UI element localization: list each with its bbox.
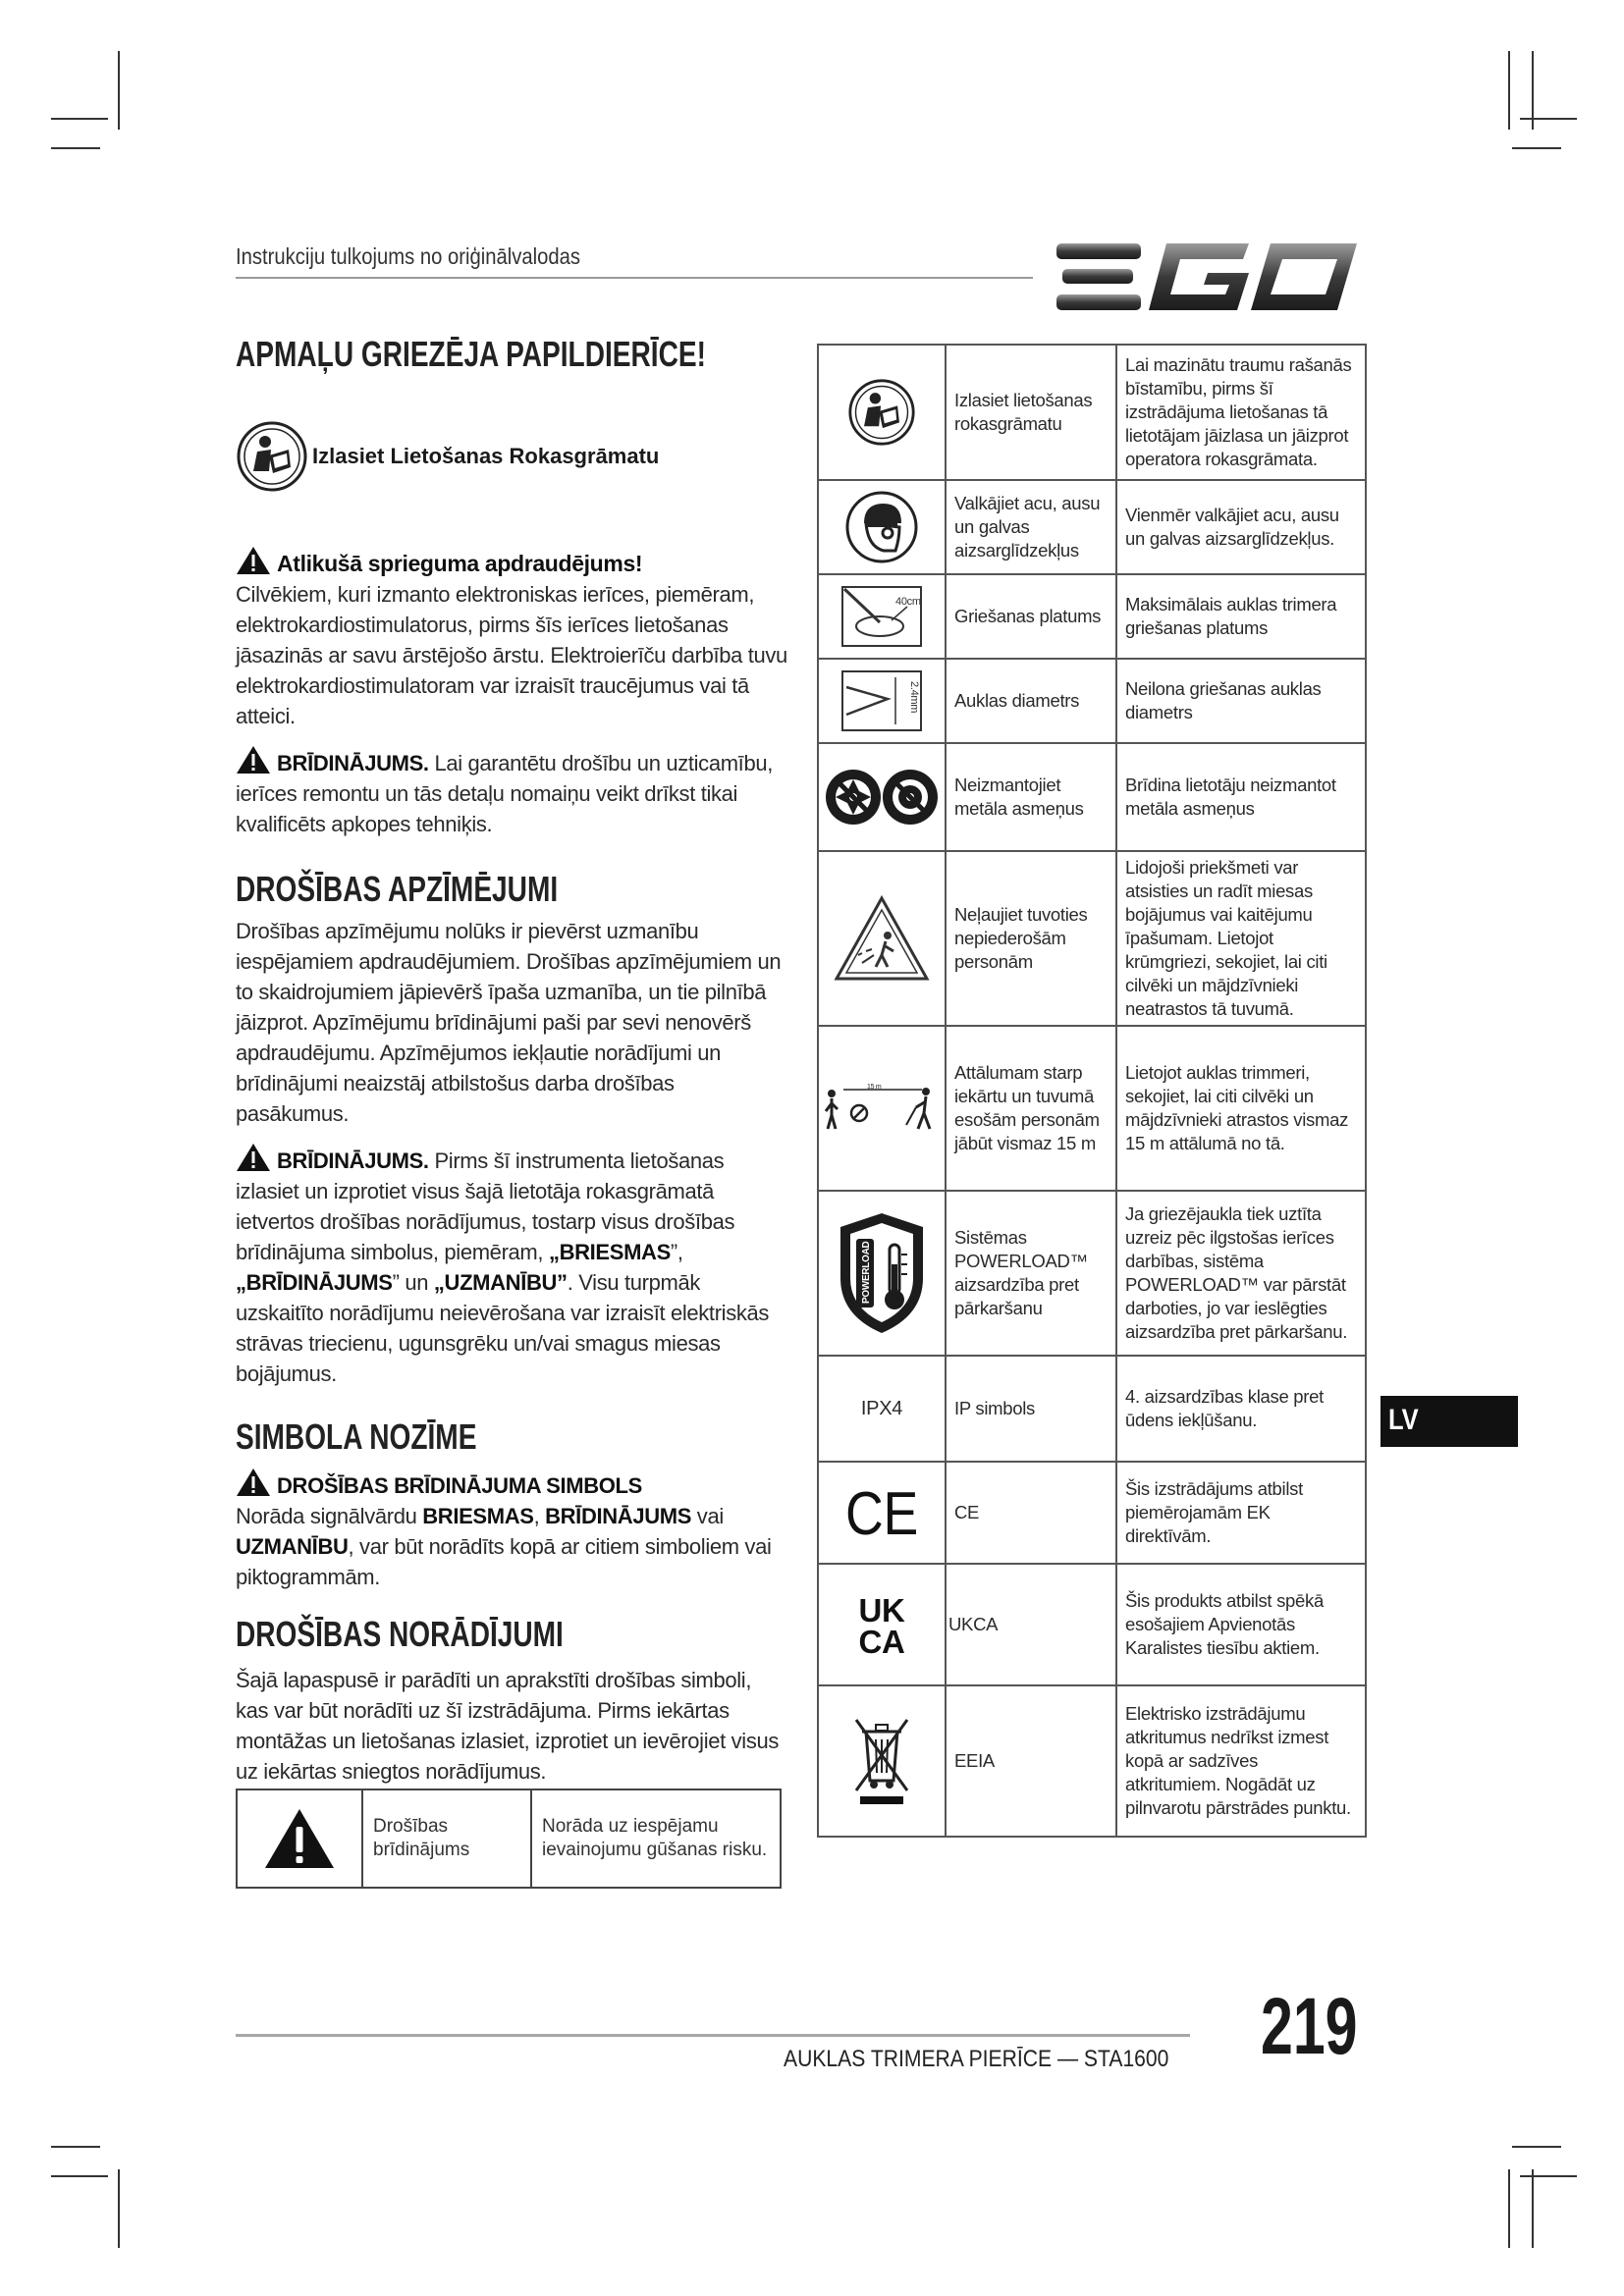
warning-label: BRĪDINĀJUMS.: [277, 751, 429, 775]
language-tab: [1380, 1396, 1518, 1447]
protective-gear-icon: [844, 490, 919, 564]
mini-table-name: Drošības brīdinājums: [362, 1789, 531, 1888]
symbol-description: Maksimālais auklas trimera griešanas platums: [1116, 574, 1366, 659]
alert-symbol-text: Norāda signālvārdu: [236, 1504, 423, 1528]
crop-mark: [1512, 147, 1561, 149]
warning-triangle-icon: [236, 745, 271, 774]
crop-mark: [118, 2169, 120, 2248]
signal-word-danger: BRIESMAS: [422, 1504, 534, 1528]
ego-logo: [1056, 241, 1363, 312]
section-title-safety-marks: DROŠĪBAS APZĪMĒJUMI: [236, 869, 559, 909]
crop-mark: [1520, 2175, 1577, 2177]
warning-triangle-icon: [236, 546, 271, 575]
symbol-name: CE: [946, 1462, 1116, 1564]
symbol-description: Šis produkts atbilst spēkā esošajiem Apvienotās Karalistes tiesību aktiem.: [1116, 1564, 1366, 1685]
icon-cell: [818, 480, 946, 574]
alert-symbol-text: , var būt norādīts kopā ar citiem simboliem vai piktogrammām.: [236, 1534, 772, 1589]
alert-symbol-block: [236, 1468, 787, 1592]
no-metal-blades-icon: [824, 766, 940, 828]
residual-voltage-block: [236, 546, 787, 731]
symbol-name: UKCA: [946, 1564, 1116, 1685]
text-separator: ” un: [392, 1270, 434, 1295]
symbol-name: Attālumam starp iekārtu un tuvumā esošām personām jābūt vismaz 15 m: [946, 1026, 1116, 1191]
header-subtitle: Instrukciju tulkojums no oriģinālvalodas: [236, 243, 581, 269]
page-number: 219: [1261, 1982, 1358, 2071]
symbol-description: Ja griezējaukla tiek uztīta uzreiz pēc ilgstošas ierīces darbības, sistēma POWERLOAD™ var pārstāt darboties, jo var ieslēgties aizsardzība pret pārkaršanu.: [1116, 1191, 1366, 1356]
symbol-description: 4. aizsardzības klase pret ūdens iekļūšanu.: [1116, 1356, 1366, 1462]
safety-marks-text: Drošības apzīmējumu nolūks ir pievērst uzmanību iespējamiem apdraudējumiem. Drošības apzīmējumiem un to skaidrojumiem jāpievērš īpaša uzmanība, un tie pilnībā jāizprot. Apzīmējumu brīdinājumi paši par sevi nenovērš apdraudējumu. Apzīmējumos iekļautie norādījumi un brīdinājumi neaizstāj atbilstošus darba drošības pasākumus.: [236, 919, 782, 1126]
symbol-name: Neļaujiet tuvoties nepiederošām personām: [946, 851, 1116, 1026]
read-manual-label: Izlasiet Lietošanas Rokasgrāmatu: [312, 444, 660, 468]
crop-mark: [51, 2175, 108, 2177]
symbol-description: Elektrisko izstrādājumu atkritumus nedrīkst izmest kopā ar sadzīves atkritumiem. Nogādāt uz pilnvarotu pārstrādes punktu.: [1116, 1685, 1366, 1837]
crop-mark: [1532, 2169, 1534, 2248]
symbol-name: Auklas diametrs: [946, 659, 1116, 743]
residual-voltage-title: Atlikušā sprieguma apdraudējums!: [277, 551, 643, 576]
text-separator: ,: [533, 1504, 546, 1528]
instructions-text: Šajā lapaspusē ir parādīti un aprakstīti drošības simboli, kas var būt norādīti uz šī izstrādājuma. Pirms iekārtas montāžas un lietošanas izlasiet, izprotiet un ievērojiet visus uz iekārtas sniegtos norādījumus.: [236, 1668, 780, 1784]
icon-cell: [818, 659, 946, 743]
read-manual-row: [236, 412, 787, 501]
left-column: [236, 334, 787, 1787]
icon-cell: [818, 1191, 946, 1356]
section-title-instructions: DROŠĪBAS NORĀDĪJUMI: [236, 1614, 564, 1654]
symbol-description: Lietojot auklas trimmeri, sekojiet, lai citi cilvēki un mājdzīvnieki atrastos vismaz 15 m attālumā no tā.: [1116, 1026, 1366, 1191]
warning-block-read-manual: [236, 1143, 787, 1389]
crop-mark: [1508, 2169, 1510, 2248]
table-row: [818, 1564, 1366, 1685]
table-row: [818, 743, 1366, 851]
table-row: [818, 480, 1366, 574]
ce-icon: [841, 1485, 922, 1540]
section-title-accessory: APMAĻU GRIEZĒJA PAPILDIERĪCE!: [236, 334, 706, 374]
warning-text: Pirms šī instrumenta lietošanas izlasiet un izprotiet visus šajā lietotāja rokasgrāmatā ietvertos drošības norādījumus, tostarp visus drošības brīdinājuma simbolus, piemēram,: [236, 1148, 735, 1264]
table-row: [818, 851, 1366, 1026]
symbol-description: Brīdina lietotāju neizmantot metāla asmeņus: [1116, 743, 1366, 851]
table-row: [818, 574, 1366, 659]
icon-cell: [818, 574, 946, 659]
text-separator: vai: [691, 1504, 724, 1528]
svg-text:EGO: EGO: [1056, 241, 1059, 242]
icon-cell: [818, 345, 946, 480]
icon-cell: [818, 1685, 946, 1837]
svg-text:CA: CA: [858, 1624, 905, 1657]
symbol-name: IP simbols: [946, 1356, 1116, 1462]
signal-word-caution: UZMANĪBU: [236, 1534, 349, 1559]
safety-alert-table: [236, 1789, 782, 1889]
svg-text:UK: UK: [858, 1592, 905, 1629]
residual-voltage-text: Cilvēkiem, kuri izmanto elektroniskas ierīces, piemēram, elektrokardiostimulatorus, pirms šīs ierīces lietošanas jāsazinās ar savu ārstējošo ārstu. Elektroierīču darbība tuvu elektrokardiostimulatoram var izraisīt traucējumus vai tā atteici.: [236, 582, 787, 728]
icon-cell: [818, 1462, 946, 1564]
warning-triangle-icon: [263, 1807, 336, 1870]
distance-icon: [822, 1084, 942, 1133]
table-row: [818, 1191, 1366, 1356]
signal-word-warning: „BRĪDINĀJUMS: [236, 1270, 393, 1295]
icon-cell: [818, 743, 946, 851]
footer-rule: [236, 2034, 1190, 2037]
crop-mark: [118, 51, 120, 130]
warning-triangle-icon: [236, 1143, 271, 1172]
table-row: [818, 1462, 1366, 1564]
symbol-table: [817, 344, 1367, 1838]
symbol-description: Šis izstrādājums atbilst piemērojamām EK direktīvām.: [1116, 1462, 1366, 1564]
warning-text: . Visu turpmāk uzskaitīto norādījumu neievērošana var izraisīt elektriskās strāvas triecienu, ugunsgrēku un/vai smagus miesas bojājumus.: [236, 1270, 770, 1386]
line-diameter-icon: [840, 669, 923, 732]
table-row: [818, 1026, 1366, 1191]
weee-bin-icon: [852, 1716, 911, 1806]
language-tab-label: LV: [1388, 1404, 1419, 1436]
symbol-description: Vienmēr valkājiet acu, ausu un galvas aizsarglīdzekļus.: [1116, 480, 1366, 574]
powerload-icon: [835, 1209, 929, 1337]
svg-text:40cm: 40cm: [895, 596, 921, 608]
mini-table-desc: Norāda uz iespējamu ievainojumu gūšanas risku.: [531, 1789, 781, 1888]
symbol-name: Izlasiet lietošanas rokasgrāmatu: [946, 345, 1116, 480]
thrown-objects-icon: [833, 894, 931, 983]
ipx4-icon: IPX4: [818, 1356, 946, 1462]
crop-mark: [51, 147, 100, 149]
table-row: [818, 345, 1366, 480]
svg-text:POWERLOAD: POWERLOAD: [861, 1241, 872, 1304]
icon-cell: [818, 1026, 946, 1191]
section-title-symbol-meaning: SIMBOLA NOZĪME: [236, 1416, 477, 1457]
symbol-name: EEIA: [946, 1685, 1116, 1837]
mini-table-icon-cell: [237, 1789, 362, 1888]
symbol-description: Neilona griešanas auklas diametrs: [1116, 659, 1366, 743]
text-separator: ”,: [670, 1240, 683, 1264]
crop-mark: [1512, 2146, 1561, 2148]
symbol-name: Neizmantojiet metāla asmeņus: [946, 743, 1116, 851]
cutting-width-icon: [840, 585, 923, 648]
signal-word-warning: BRĪDINĀJUMS: [545, 1504, 692, 1528]
crop-mark: [51, 118, 108, 120]
symbol-name: Valkājiet acu, ausu un galvas aizsarglīdzekļus: [946, 480, 1116, 574]
warning-text: Lai garantētu drošību un uzticamību, ierīces remontu un tās detaļu nomaiņu veikt drīkst tikai kvalificēts apkopes tehniķis.: [236, 751, 773, 836]
crop-mark: [1508, 51, 1510, 130]
symbol-name: Griešanas platums: [946, 574, 1116, 659]
crop-mark: [1520, 118, 1577, 120]
alert-symbol-title: DROŠĪBAS BRĪDINĀJUMA SIMBOLS: [277, 1473, 642, 1498]
warning-triangle-icon: [236, 1468, 271, 1497]
ukca-icon: [850, 1592, 913, 1657]
symbol-description: Lai mazinātu traumu rašanās bīstamību, pirms šī izstrādājuma lietošanas tā lietotājam jāizlasa un jāizprot operatora rokasgrāmata.: [1116, 345, 1366, 480]
table-row: [818, 1356, 1366, 1462]
symbol-description: Lidojoši priekšmeti var atsisties un radīt miesas bojājumus vai kaitējumu īpašumam. Lietojot krūmgriezi, sekojiet, lai citi cilvēki un mājdzīvnieki neatrastos tā tuvumā.: [1116, 851, 1366, 1026]
table-row: [818, 659, 1366, 743]
crop-mark: [51, 2146, 100, 2148]
svg-text:CE: CE: [845, 1485, 918, 1540]
svg-text:15 m: 15 m: [867, 1084, 882, 1091]
footer-product: AUKLAS TRIMERA PIERĪCE — STA1600: [784, 2046, 1169, 2072]
warning-label: BRĪDINĀJUMS.: [277, 1148, 429, 1173]
read-manual-icon: [847, 378, 916, 447]
svg-text:2.4mm: 2.4mm: [908, 681, 920, 714]
read-manual-icon: [236, 420, 308, 493]
signal-word-caution: „UZMANĪBU”: [433, 1270, 568, 1295]
icon-cell: [818, 851, 946, 1026]
table-row: [818, 1685, 1366, 1837]
header-rule: [236, 277, 1033, 279]
warning-block-repair: [236, 745, 787, 839]
icon-cell: [818, 1564, 946, 1685]
symbol-name: Sistēmas POWERLOAD™ aizsardzība pret pārkaršanu: [946, 1191, 1116, 1356]
signal-word-danger: „BRIESMAS: [548, 1240, 671, 1264]
